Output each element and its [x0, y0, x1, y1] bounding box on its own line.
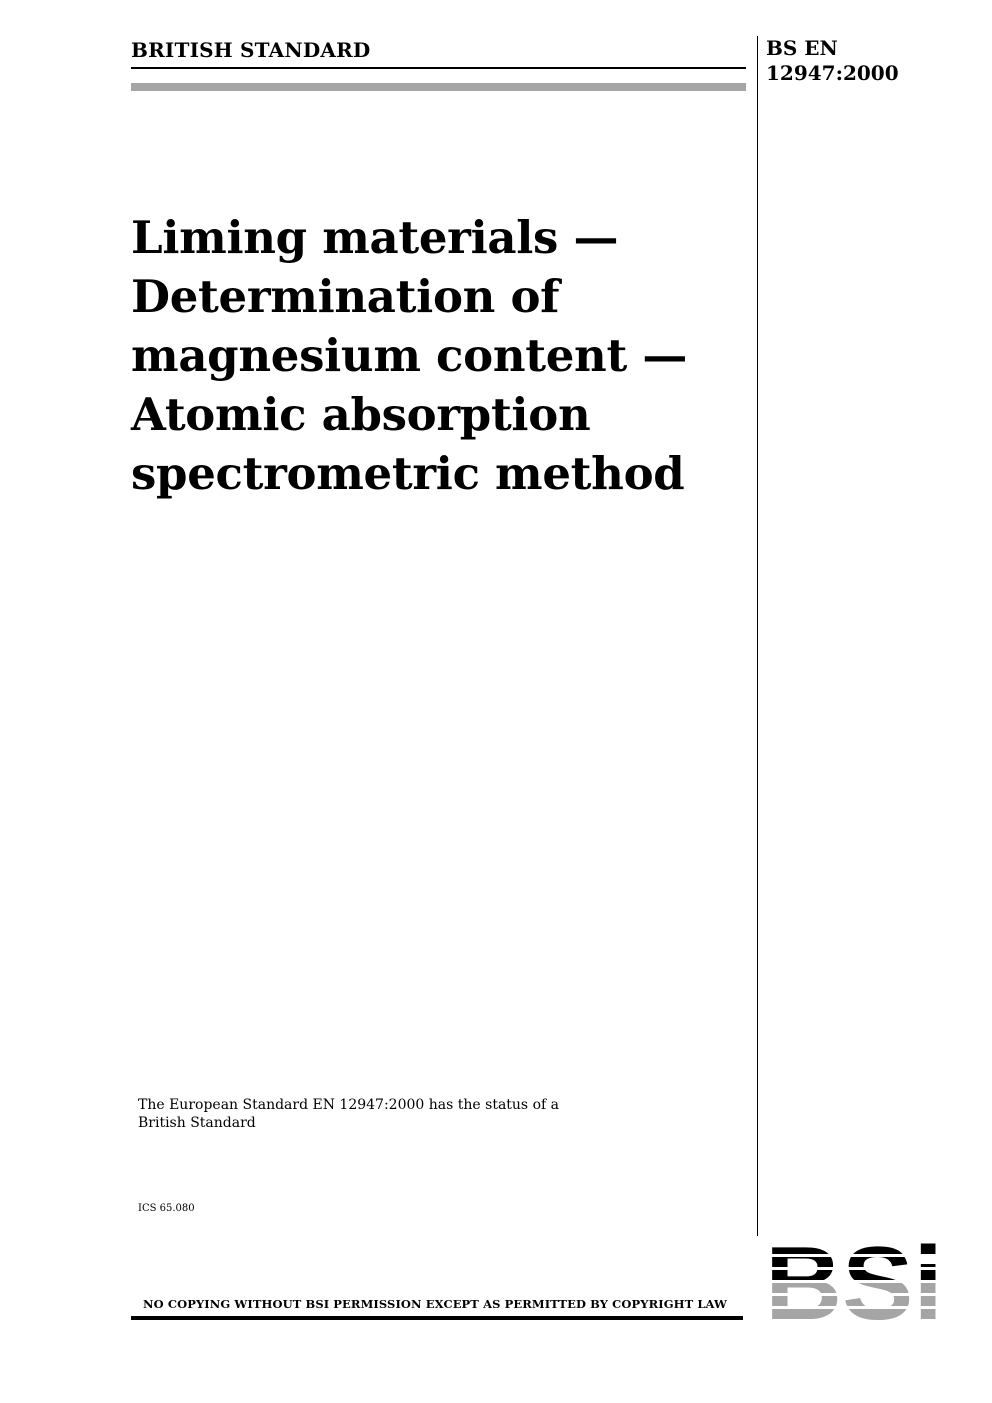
title-line: spectrometric method: [131, 447, 685, 500]
status-note: The European Standard EN 12947:2000 has the status of a British Standard: [138, 1097, 559, 1131]
document-title: [131, 208, 746, 503]
footer-rule: [131, 1316, 743, 1320]
document-number: [766, 36, 899, 86]
title-line: Atomic absorption: [131, 388, 591, 441]
document-number-line2: 12947:2000: [766, 61, 899, 85]
title-line: Liming materials —: [131, 211, 619, 264]
vertical-divider: [757, 36, 758, 1236]
document-number-line1: BS EN: [766, 36, 838, 60]
ics-code: ICS 65.080: [138, 1203, 195, 1214]
header-rule: [131, 67, 746, 87]
bsi-logo: [767, 1241, 941, 1323]
copyright-notice: NO COPYING WITHOUT BSI PERMISSION EXCEPT AS PERMITTED BY COPYRIGHT LAW: [143, 1297, 728, 1311]
title-line: magnesium content —: [131, 329, 688, 382]
standard-type-label: BRITISH STANDARD: [131, 38, 371, 62]
title-line: Determination of: [131, 270, 560, 323]
